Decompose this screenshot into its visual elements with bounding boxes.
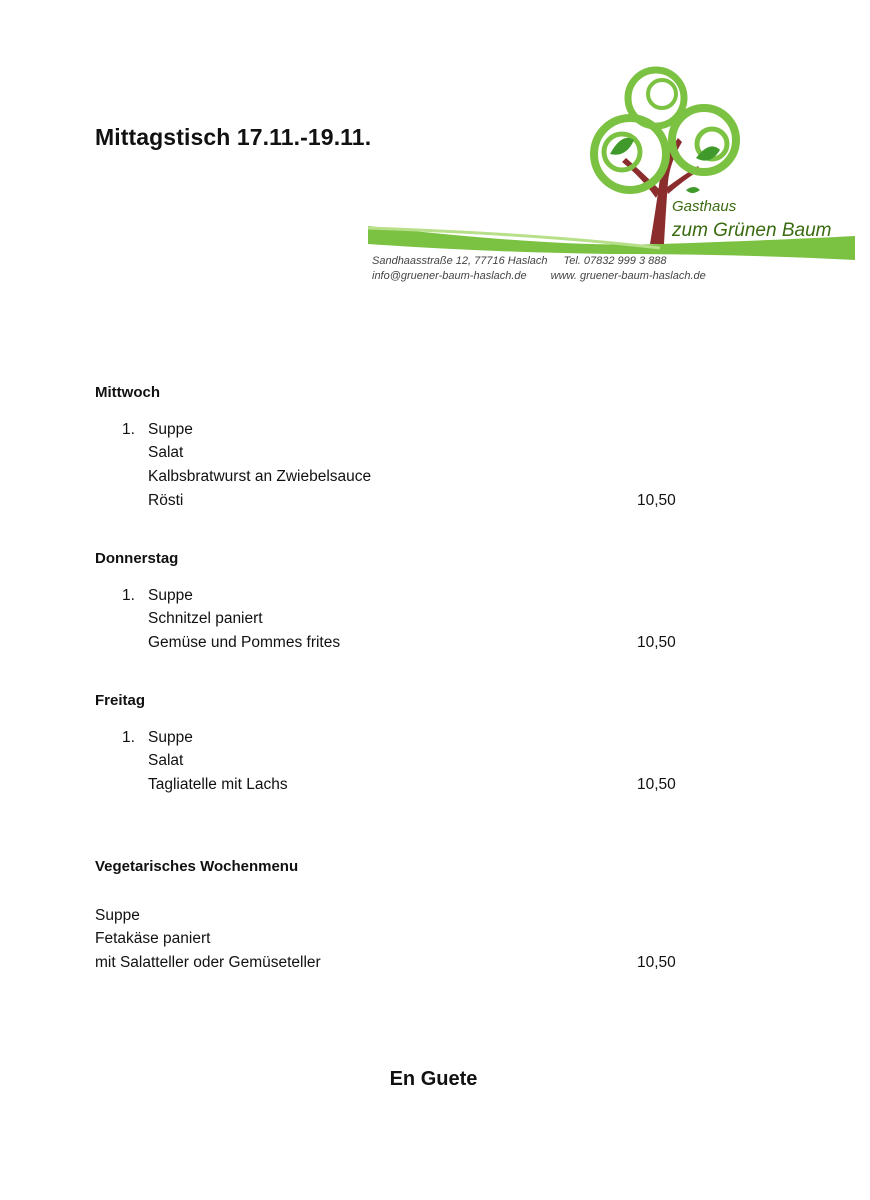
menu-item: mit Salatteller oder Gemüseteller	[95, 954, 321, 971]
logo-website: www. gruener-baum-haslach.de	[550, 270, 706, 282]
menu-item: Suppe	[95, 907, 140, 924]
logo-address-line	[372, 255, 666, 267]
day-heading-freitag: Freitag	[95, 692, 146, 709]
menu-item: Salat	[148, 444, 184, 461]
menu-item: Suppe	[148, 587, 193, 604]
logo-contact-line	[372, 270, 706, 282]
price: 10,50	[637, 492, 676, 509]
menu-item: Rösti	[148, 492, 184, 509]
logo-name-line2: zum Grünen Baum	[672, 220, 832, 241]
vegetarian-heading: Vegetarisches Wochenmenu	[95, 858, 299, 875]
menu-item: Salat	[148, 752, 184, 769]
menu-number: 1.	[122, 421, 135, 438]
menu-number: 1.	[122, 729, 135, 746]
day-heading-mittwoch: Mittwoch	[95, 384, 160, 401]
menu-item: Schnitzel paniert	[148, 610, 263, 627]
price: 10,50	[637, 634, 676, 651]
price: 10,50	[637, 776, 676, 793]
logo-phone: Tel. 07832 999 3 888	[563, 255, 667, 267]
menu-item: Tagliatelle mit Lachs	[148, 776, 288, 793]
menu-item: Kalbsbratwurst an Zwiebelsauce	[148, 468, 372, 485]
logo-address: Sandhaasstraße 12, 77716 Haslach	[372, 255, 548, 267]
menu-item: Gemüse und Pommes frites	[148, 634, 341, 651]
day-heading-donnerstag: Donnerstag	[95, 550, 179, 567]
menu-item: Fetakäse paniert	[95, 930, 211, 947]
logo-name-line1: Gasthaus	[672, 198, 737, 215]
price: 10,50	[637, 954, 676, 971]
closing-greeting: En Guete	[389, 1068, 478, 1090]
page-title: Mittagstisch 17.11.-19.11.	[95, 124, 372, 150]
menu-item: Suppe	[148, 729, 193, 746]
menu-item: Suppe	[148, 421, 193, 438]
logo-email: info@gruener-baum-haslach.de	[372, 270, 527, 282]
menu-number: 1.	[122, 587, 135, 604]
